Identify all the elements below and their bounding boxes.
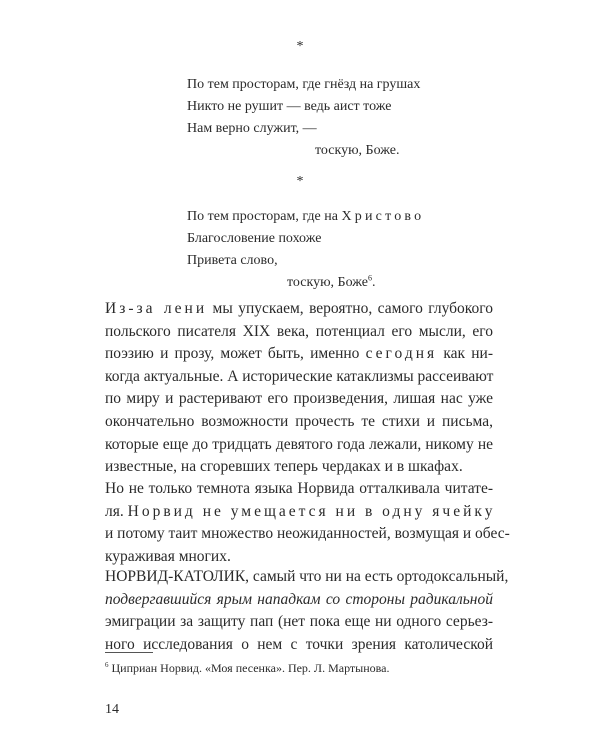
spaced-phrase: Норвид не умещается ни в одну ячейку: [127, 502, 496, 520]
text-line: кураживая многих.: [105, 547, 231, 565]
paragraph-3: [105, 566, 509, 656]
text-line: известные, на сгоревших теперь чердаках и в шкафах.: [105, 458, 463, 476]
footnote-number: 6: [105, 661, 109, 669]
text-line: когда актуальные. А исторические катаклизмы рассеивают: [105, 367, 494, 385]
text-line: Но не только темнота языка Норвида отталкивала читате-: [105, 480, 493, 497]
section-ornament: *: [296, 174, 304, 189]
text-line: по миру и растеривают его произведения, лишая нас уже: [105, 390, 493, 408]
poem-text: .: [371, 275, 376, 290]
footnote-text: Циприан Норвид. «Моя песенка». Пер. Л. Мартынова.: [111, 661, 390, 675]
text-line: окончательно возможности прочесть те стихи и письма,: [105, 412, 493, 430]
text: как ни-: [437, 345, 493, 363]
spaced-word: сегодня: [365, 345, 438, 363]
poem-line: [187, 272, 424, 294]
spaced-phrase: Из-за лени: [105, 300, 208, 317]
poem-line: Благословение похоже: [187, 231, 322, 246]
text-line: которые еще до тридцать девятого года лежали, никому не: [105, 435, 493, 453]
footnote: [105, 661, 389, 675]
poem-text: тоскую, Боже: [287, 275, 368, 290]
section-ornament: *: [296, 39, 304, 54]
text-line: подвергавшийся ярым нападкам со стороны радикальной: [105, 590, 493, 608]
text: ля.: [105, 502, 128, 520]
poem-line: Привета слово,: [187, 253, 278, 268]
text: поэзию и прозу, может быть, именно: [105, 345, 366, 363]
text-line: НОРВИД-КАТОЛИК, самый что ни на есть ортодоксальный,: [105, 568, 509, 585]
paragraph-2: [105, 478, 510, 568]
paragraph-1: [105, 298, 493, 479]
text-line: польского писателя XIX века, потенциал его мысли, его: [105, 322, 493, 340]
poem-spaced-word: Христово: [341, 209, 425, 224]
text: мы упускаем, вероятно, самого глубокого: [207, 300, 494, 317]
poem-line: [187, 206, 424, 228]
poem-line: По тем просторам, где гнёзд на грушах: [187, 77, 421, 92]
text-line: [105, 343, 493, 366]
poem-stanza-1: [187, 74, 420, 162]
poem-text: По тем просторам, где на: [187, 209, 342, 224]
text-line: ного исследования о нем с точки зрения католической: [105, 635, 493, 653]
poem-line: Никто не рушит — ведь аист тоже: [187, 99, 392, 114]
text-line: эмиграции за защиту пап (нет пока еще ни одного серьез-: [105, 613, 493, 631]
text-line: [105, 298, 493, 321]
poem-line: Нам верно служит, —: [187, 121, 317, 136]
poem-line: тоскую, Боже.: [315, 143, 400, 158]
page-number: 14: [105, 702, 119, 717]
poem-stanza-2: [187, 206, 424, 294]
text-line: [105, 501, 496, 524]
footnote-divider: [105, 652, 153, 653]
footnote-marker: 6: [367, 273, 372, 283]
text-line: и потому таит множество неожиданностей, возмущая и обес-: [105, 525, 510, 543]
